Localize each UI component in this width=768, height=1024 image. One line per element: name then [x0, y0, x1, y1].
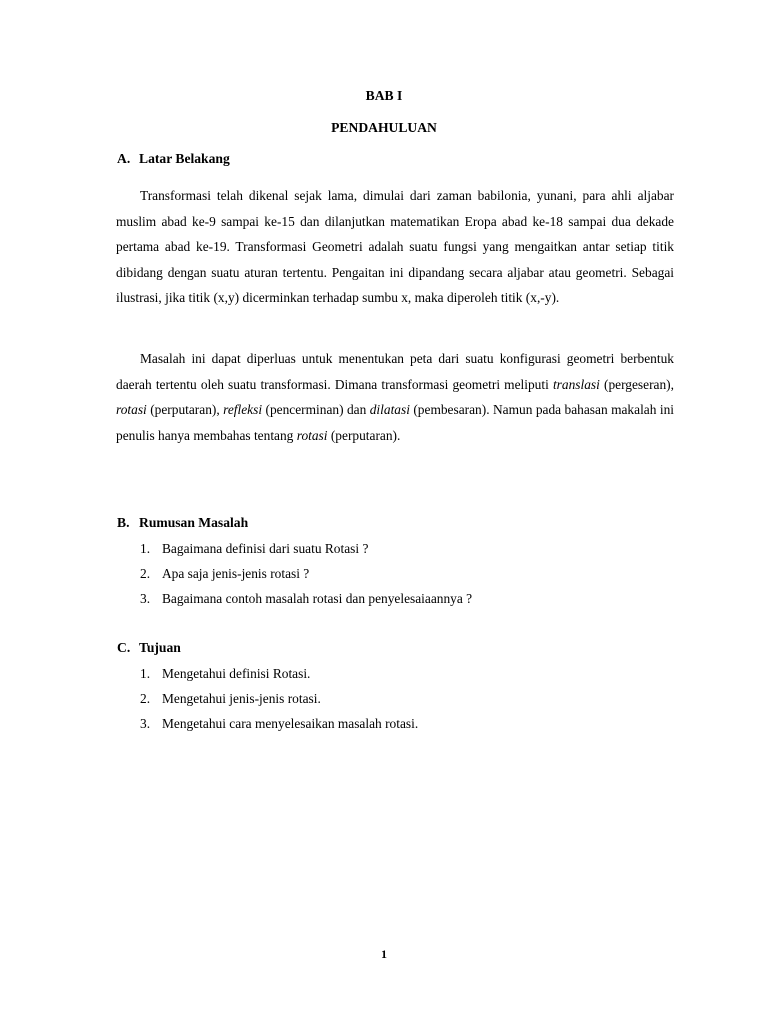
- term-refleksi: refleksi: [223, 402, 263, 417]
- term-rotasi-2: rotasi: [296, 427, 328, 443]
- term-translasi: translasi: [552, 376, 600, 392]
- list-text: Mengetahui definisi Rotasi.: [162, 666, 311, 681]
- paragraph-2-text-6: (perputaran).: [327, 427, 401, 443]
- section-a-label: A.: [117, 151, 131, 166]
- paragraph-2-text-1: Masalah ini dapat diperluas untuk menentukan peta dari suatu konfigurasi geometri berbentuk daerah tertentu oleh suatu transformasi. Dimana transformasi geometri meliputi: [116, 351, 674, 392]
- section-a-heading: [117, 151, 230, 167]
- paragraph-2-text-3: (perputaran),: [146, 402, 224, 417]
- section-a-paragraph-1: [116, 183, 674, 311]
- list-text: Bagaimana contoh masalah rotasi dan penyelesaiaannya ?: [162, 591, 473, 606]
- section-a-title: Latar Belakang: [139, 151, 230, 166]
- list-text: Bagaimana definisi dari suatu Rotasi ?: [162, 541, 369, 556]
- paragraph-1-text: Transformasi telah dikenal sejak lama, dimulai dari zaman babilonia, yunani, para ahli aljabar muslim abad ke-9 sampai ke-15 dan dilanjutkan matematikan Eropa abad ke-18 sampai dua dekade pertama abad ke-19. Transformasi Geometri adalah suatu fungsi yang mengaitkan antar setiap titik dibidang dengan suatu aturan tertentu. Pengaitan ini dipandang secara aljabar atau geometri. Sebagai ilustrasi, jika titik (x,y) dicerminkan terhadap sumbu x, maka diperoleh titik (x,-y).: [116, 188, 674, 305]
- section-c-title: Tujuan: [139, 640, 181, 655]
- list-number: 2.: [140, 691, 151, 706]
- section-b-title: Rumusan Masalah: [139, 515, 249, 530]
- list-item: [140, 691, 321, 707]
- paragraph-2-text-2: (pergeseran),: [599, 376, 674, 392]
- section-c-label: C.: [117, 640, 131, 655]
- list-number: 3.: [140, 716, 151, 731]
- list-item: [140, 541, 368, 557]
- section-b-label: B.: [117, 515, 130, 530]
- list-number: 2.: [140, 566, 151, 581]
- section-c-heading: [117, 640, 181, 656]
- page-number: 1: [381, 947, 387, 961]
- list-item: [140, 716, 418, 732]
- list-text: Apa saja jenis-jenis rotasi ?: [162, 566, 310, 581]
- paragraph-2-text-5: (pembesaran). Namun pada bahasan makalah ini penulis hanya membahas tentang: [116, 402, 674, 443]
- section-a-paragraph-2: [116, 346, 674, 448]
- section-b-heading: [117, 515, 248, 531]
- list-text: Mengetahui jenis-jenis rotasi.: [162, 691, 321, 706]
- term-dilatasi: dilatasi: [369, 402, 410, 417]
- list-number: 3.: [140, 591, 151, 606]
- term-rotasi: rotasi: [116, 402, 147, 417]
- chapter-label: BAB I: [365, 88, 403, 103]
- list-item: [140, 566, 309, 582]
- chapter-title: PENDAHULUAN: [331, 120, 437, 135]
- list-item: [140, 666, 310, 682]
- list-number: 1.: [140, 666, 151, 681]
- list-text: Mengetahui cara menyelesaikan masalah rotasi.: [162, 716, 419, 731]
- list-number: 1.: [140, 541, 151, 556]
- paragraph-2-text-4: (pencerminan) dan: [262, 402, 370, 417]
- list-item: [140, 591, 472, 607]
